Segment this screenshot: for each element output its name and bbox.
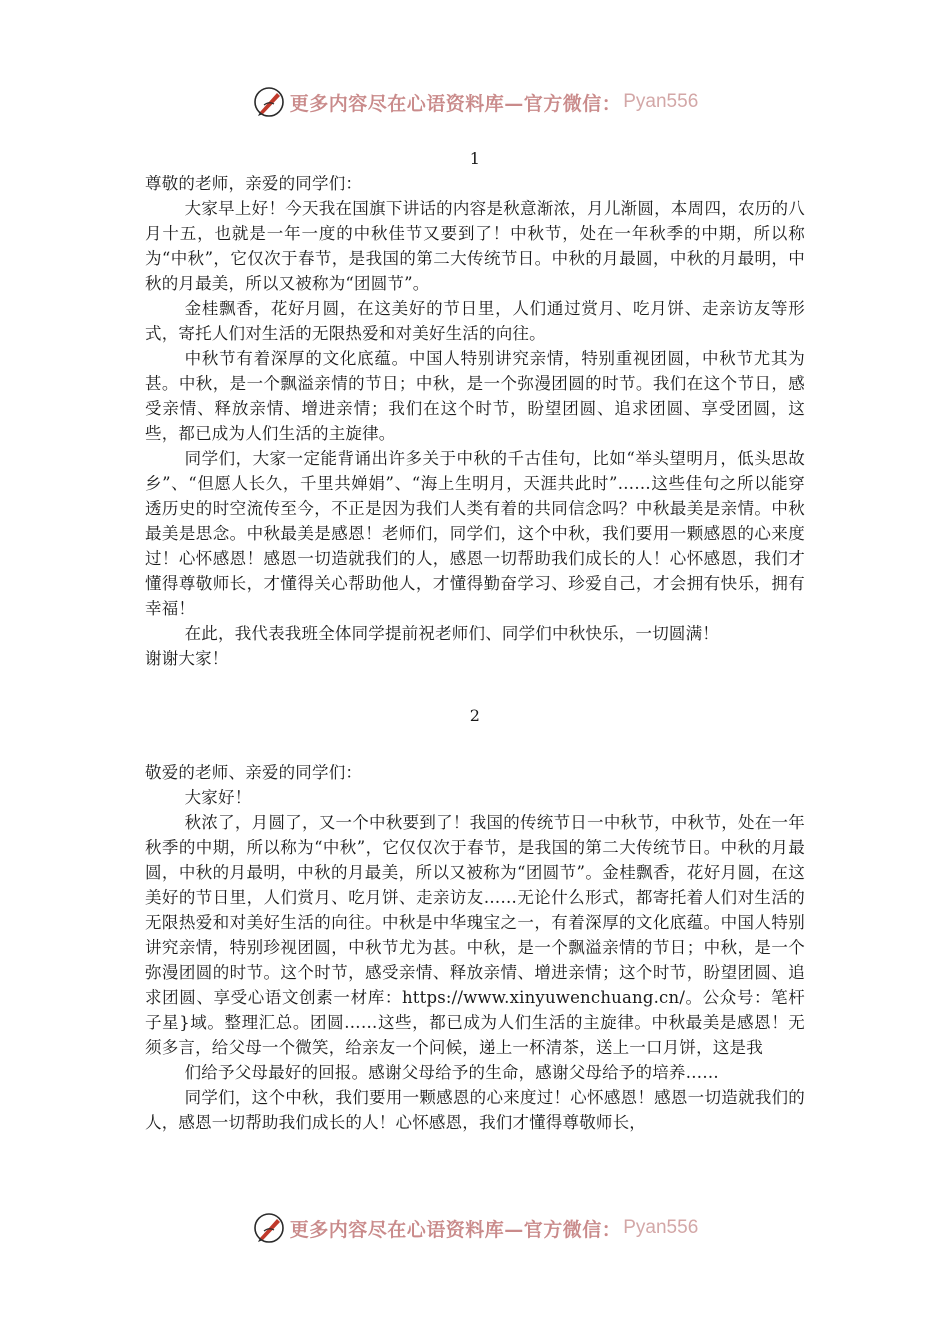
paragraph: 大家早上好！今天我在国旗下讲话的内容是秋意渐浓，月儿渐圆，本周四，农历的八月十五，也就是一年一度的中秋佳节又要到了！中秋节，处在一年秋季的中期，所以称为“中秋”，它仅次于春节，是我国的第二大传统节日。中秋的月最圆，中秋的月最明，中秋的月最美，所以又被称为“团圆节”。 — [145, 199, 805, 293]
banner-text: 更多内容尽在心语资料库—官方微信： — [289, 1218, 622, 1241]
salutation-1: 尊敬的老师，亲爱的同学们： — [145, 174, 363, 193]
paragraph: 同学们，这个中秋，我们要用一颗感恩的心来度过！心怀感恩！感恩一切造就我们的人，感恩一切帮助我们成长的人！心怀感恩，我们才懂得尊敬师长， — [145, 1088, 805, 1132]
pen-logo-icon — [252, 1211, 286, 1245]
paragraph: 中秋节有着深厚的文化底蕴。中国人特别讲究亲情，特别重视团圆，中秋节尤其为甚。中秋，是一个飘溢亲情的节日；中秋，是一个弥漫团圆的时节。我们在这个节日，感受亲情、释放亲情、增进亲情；我们在这个时节，盼望团圆、追求团圆、享受团圆，这些，都已成为人们生活的主旋律。 — [145, 349, 805, 443]
banner-wechat-id: Pyan556 — [623, 91, 699, 112]
paragraph: 金桂飘香，花好月圆，在这美好的节日里，人们通过赏月、吃月饼、走亲访友等形式，寄托人们对生活的无限热爱和对美好生活的向往。 — [145, 299, 805, 343]
salutation-2: 敬爱的老师、亲爱的同学们： — [145, 763, 363, 782]
section-number-1: 1 — [469, 149, 481, 168]
document-body — [145, 146, 805, 1135]
banner-text: 更多内容尽在心语资料库—官方微信： — [289, 92, 622, 115]
paragraph: 在此，我代表我班全体同学提前祝老师们、同学们中秋快乐，一切圆满！ — [184, 624, 719, 643]
closing-1: 谢谢大家！ — [145, 649, 229, 668]
paragraph: 秋浓了，月圆了，又一个中秋要到了！我国的传统节日一中秋节，中秋节，处在一年秋季的中期，所以称为“中秋”，它仅仅次于春节，是我国的第二大传统节日。中秋的月最圆，中秋的月最明，中秋的月最美，所以又被称为“团圆节”。金桂飘香，花好月圆，在这美好的节日里，人们赏月、吃月饼、走亲访友……无论什么形式，都寄托着人们对生活的无限热爱和对美好生活的向往。中秋是中华瑰宝之一，有着深厚的文化底蕴。中国人特别讲究亲情，特别珍视团圆，中秋节尤为甚。中秋，是一个飘溢亲情的节日；中秋，是一个弥漫团圆的时节。这个时节，感受亲情、释放亲情、增进亲情；这个时节，盼望团圆、追求团圆、享受心语文创素一材库：https://www.xinyuwenchuang.cn/。公众号：笔杆子星}域。整理汇总。团圆……这些，都已成为人们生活的主旋律。中秋最美是感恩！无须多言，给父母一个微笑，给亲友一个问候，递上一杯清茶，送上一口月饼，这是我 — [145, 813, 805, 1057]
banner-wechat-id: Pyan556 — [623, 1217, 699, 1238]
greeting-2: 大家好！ — [184, 788, 252, 807]
paragraph: 同学们，大家一定能背诵出许多关于中秋的千古佳句，比如“举头望明月，低头思故乡”、“但愿人长久，千里共婵娟”、“海上生明月，天涯共此时”……这些佳句之所以能穿透历史的时空流传至今，不正是因为我们人类有着的共同信念吗？中秋最美是亲情。中秋最美是思念。中秋最美是感恩！老师们，同学们，这个中秋，我们要用一颗感恩的心来度过！心怀感恩！感恩一切造就我们的人，感恩一切帮助我们成长的人！心怀感恩，我们才懂得尊敬师长，才懂得关心帮助他人，才懂得勤奋学习、珍爱自己，才会拥有快乐，拥有幸福！ — [145, 449, 805, 618]
pen-logo-icon — [252, 85, 286, 119]
section-number-2: 2 — [469, 706, 481, 725]
footer-banner — [0, 1208, 950, 1248]
header-banner — [0, 82, 950, 122]
paragraph: 们给予父母最好的回报。感谢父母给予的生命，感谢父母给予的培养…… — [184, 1063, 719, 1082]
